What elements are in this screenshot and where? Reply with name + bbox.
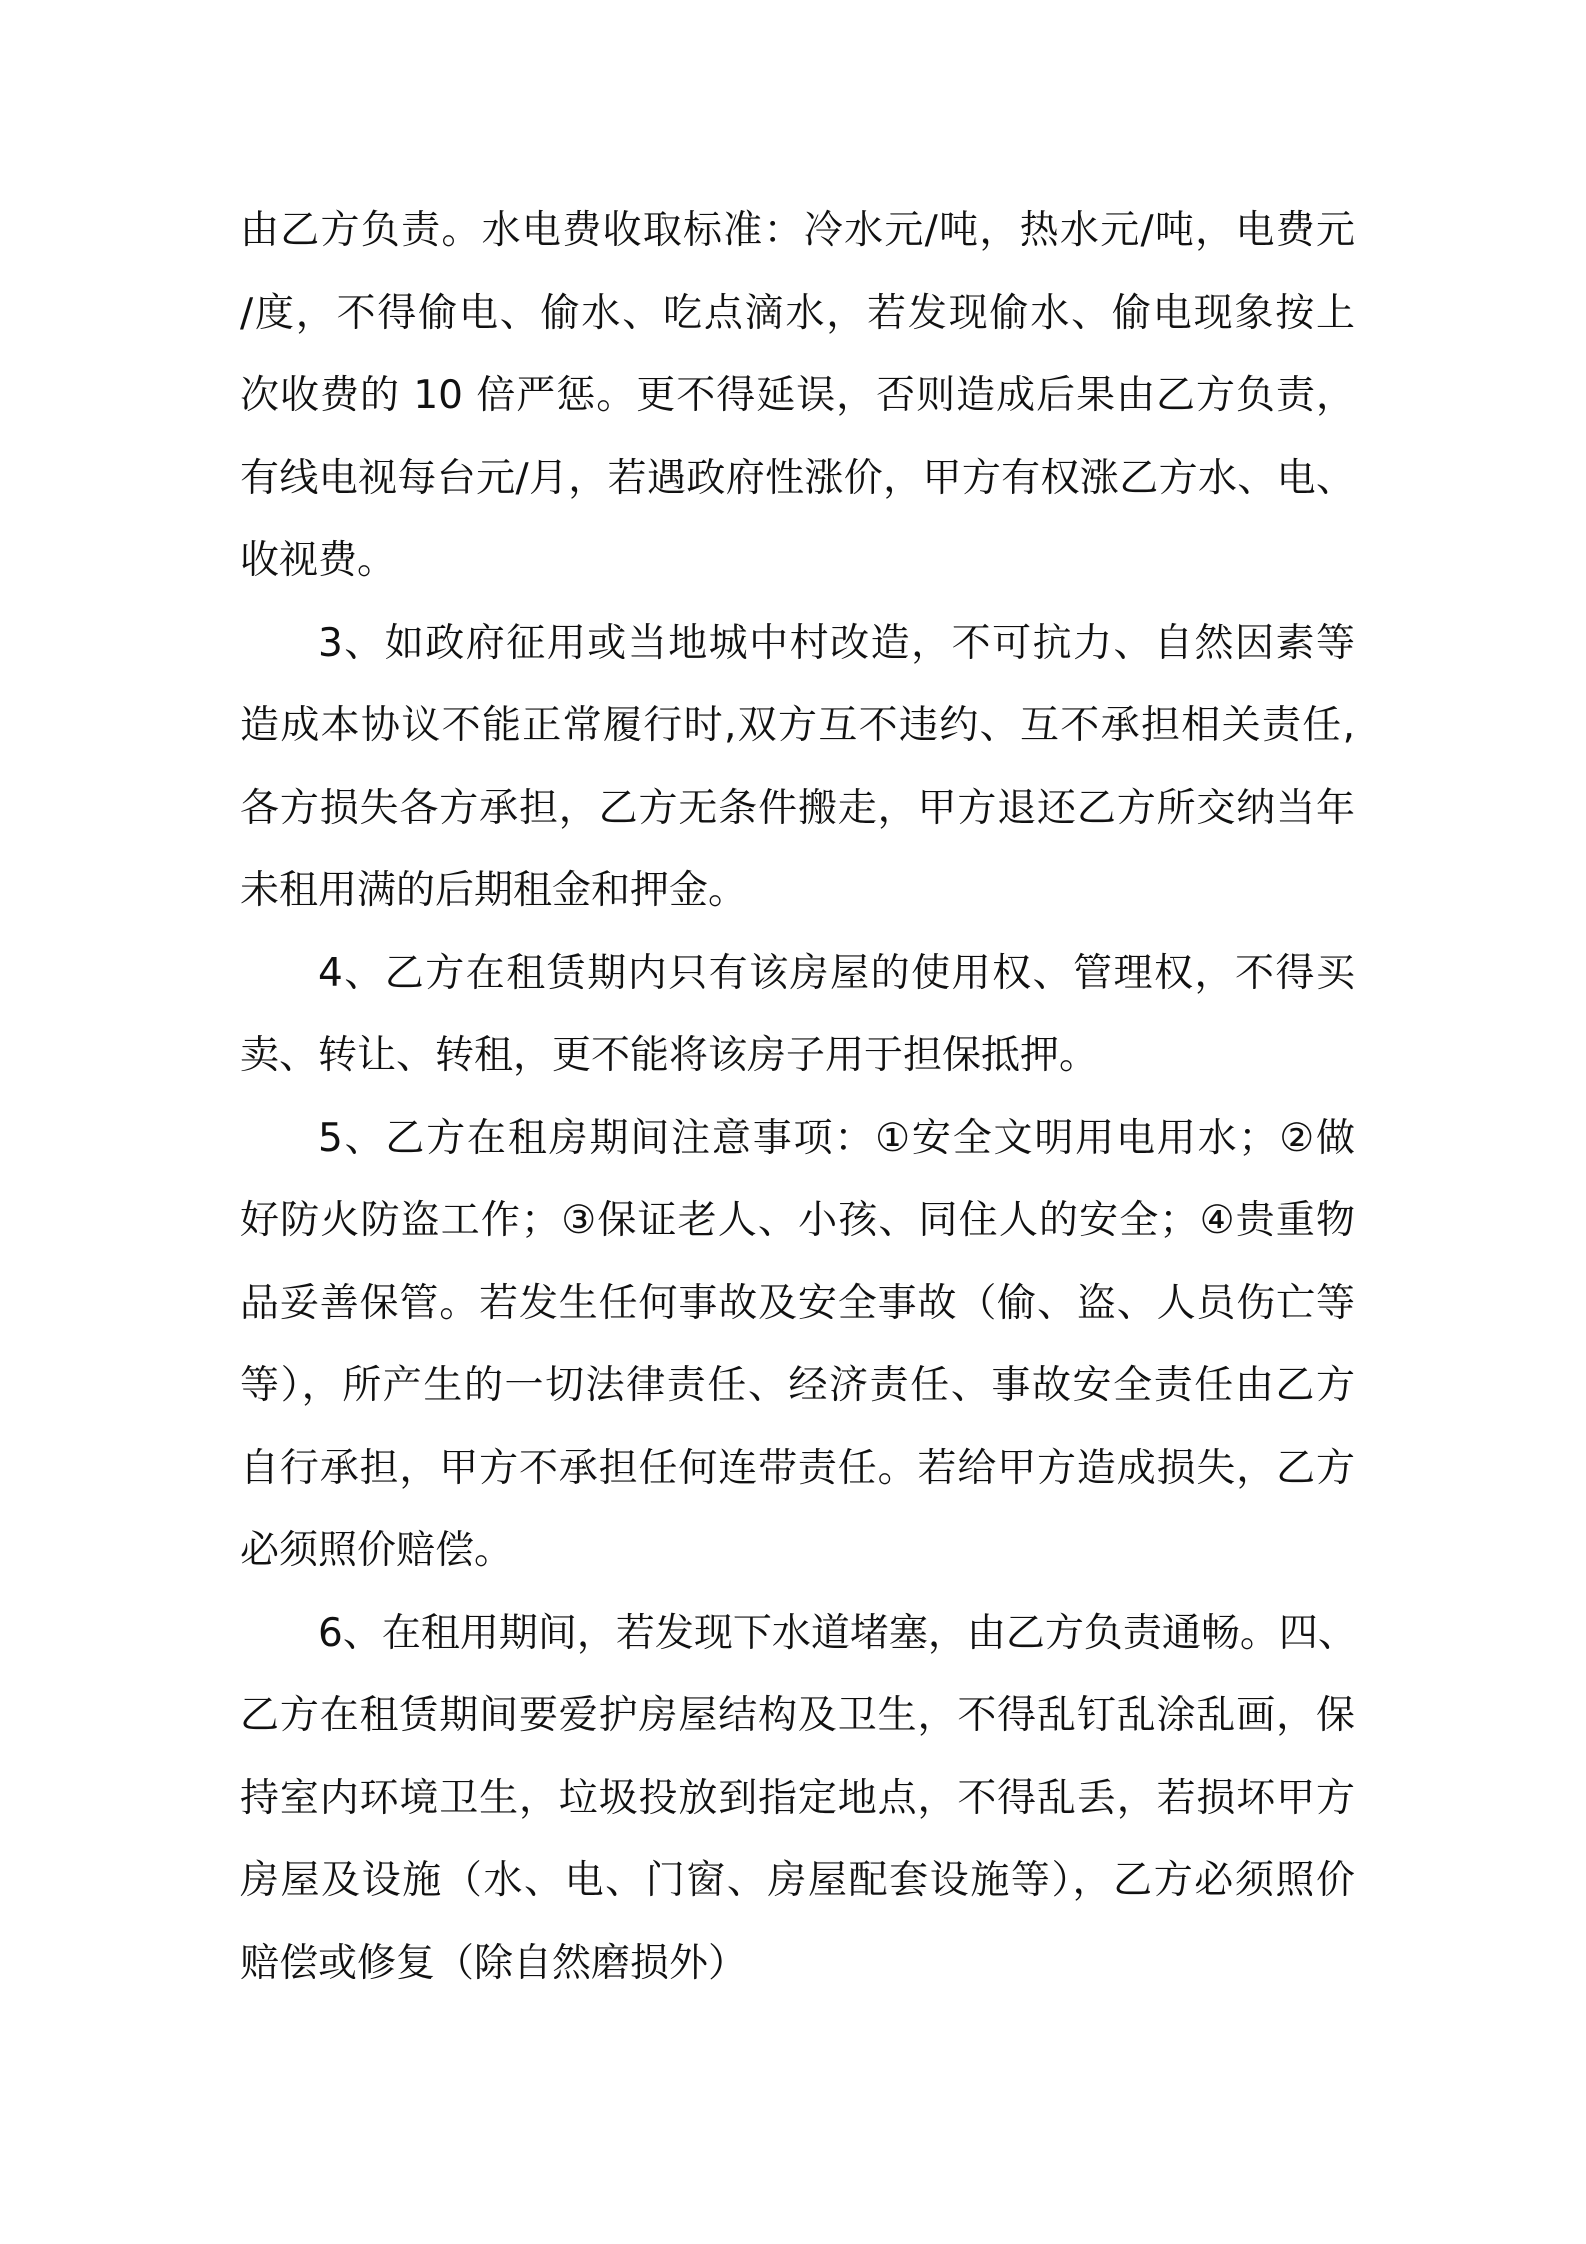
paragraph-line: 由乙方负责。水电费收取标准：冷水元/吨，热水元/吨，电费元 <box>240 208 1355 253</box>
paragraph-line: 好防火防盗工作；③保证老人、小孩、同住人的安全；④贵重物 <box>240 1198 1355 1243</box>
paragraph-water-electricity-fees <box>240 190 1355 603</box>
paragraph-line: 6、在租用期间，若发现下水道堵塞，由乙方负责通畅。四、 <box>318 1610 1357 1656</box>
paragraph-line: 收视费。 <box>240 538 397 583</box>
paragraph-line: 5、乙方在租房期间注意事项：①安全文明用电用水；②做 <box>318 1115 1355 1161</box>
paragraph-line: 造成本协议不能正常履行时,双方互不违约、互不承担相关责任, <box>240 703 1355 748</box>
paragraph-line: 房屋及设施（水、电、门窗、房屋配套设施等），乙方必须照价 <box>240 1858 1355 1903</box>
paragraph-line: /度，不得偷电、偷水、吃点滴水，若发现偷水、偷电现象按上 <box>240 290 1355 336</box>
paragraph-clause-6 <box>240 1593 1355 2006</box>
paragraph-clause-3 <box>240 603 1355 933</box>
paragraph-line: 等），所产生的一切法律责任、经济责任、事故安全责任由乙方 <box>240 1363 1355 1408</box>
paragraph-line: 次收费的 10 倍严惩。更不得延误，否则造成后果由乙方负责， <box>240 373 1355 418</box>
paragraph-line: 必须照价赔偿。 <box>240 1528 514 1573</box>
paragraph-line: 赔偿或修复（除自然磨损外） <box>240 1940 748 1986</box>
paragraph-line: 乙方在租赁期间要爱护房屋结构及卫生，不得乱钉乱涂乱画，保 <box>240 1693 1355 1738</box>
paragraph-clause-5 <box>240 1098 1355 1593</box>
paragraph-line: 各方损失各方承担，乙方无条件搬走，甲方退还乙方所交纳当年 <box>240 785 1355 831</box>
paragraph-line: 有线电视每台元/月，若遇政府性涨价，甲方有权涨乙方水、电、 <box>240 455 1355 501</box>
paragraph-line: 未租用满的后期租金和押金。 <box>240 868 748 913</box>
paragraph-line: 持室内环境卫生，垃圾投放到指定地点，不得乱丢，若损坏甲方 <box>240 1775 1355 1821</box>
paragraph-line: 4、乙方在租赁期内只有该房屋的使用权、管理权，不得买 <box>318 950 1355 996</box>
paragraph-line: 自行承担，甲方不承担任何连带责任。若给甲方造成损失，乙方 <box>240 1445 1355 1491</box>
document-body <box>240 190 1355 2005</box>
paragraph-line: 品妥善保管。若发生任何事故及安全事故（偷、盗、人员伤亡等 <box>240 1280 1355 1326</box>
paragraph-clause-4 <box>240 933 1355 1098</box>
paragraph-line: 3、如政府征用或当地城中村改造，不可抗力、自然因素等 <box>318 620 1355 666</box>
paragraph-line: 卖、转让、转租，更不能将该房子用于担保抵押。 <box>240 1033 1099 1078</box>
